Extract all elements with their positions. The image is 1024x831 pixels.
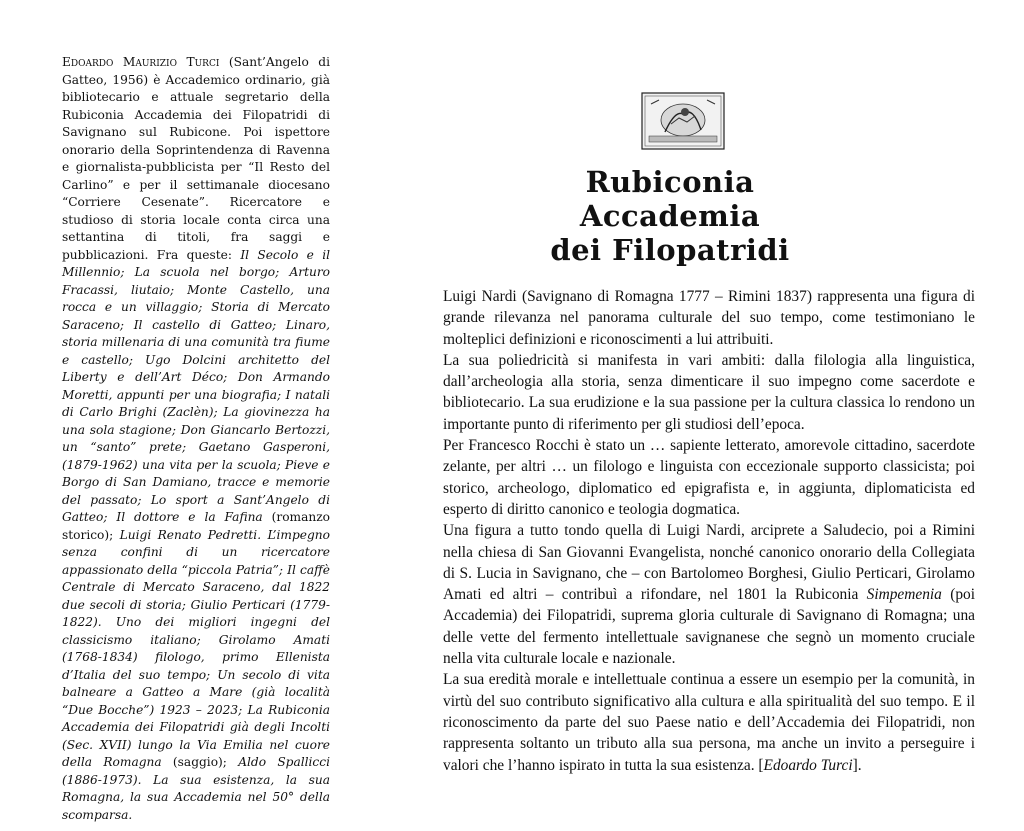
paragraph-text: La sua eredità morale e intellettuale continua a essere un esempio per la comunità, in virtù del suo contributo significativo alla cultura e alla spiritualità del suo tempo. E il riconoscimento da parte del suo Paese natio e dell’Accademia dei Filopatridi, non rappresenta soltanto un tributo alla sua persona, ma anche un invito a perseguire i valori che l’hanno ispirato in tutta la sua esistenza. [ [443, 671, 975, 774]
academy-emblem-icon [641, 92, 725, 150]
article-paragraph-5 [443, 669, 975, 775]
italic-term: Simpemenia [866, 586, 942, 604]
author-bio-paragraph [62, 54, 330, 824]
paragraph-text: (poi Accademia) dei Filopatridi, suprema gloria culturale di Savignano di Romagna; una delle vette del fermento intellettuale savignanese che segnò un momento cruciale nella vita culturale locale e nazionale. [443, 586, 975, 668]
article-paragraph-1: Luigi Nardi (Savignano di Romagna 1777 – Rimini 1837) rappresenta una figura di grande rilevanza nel panorama culturale del suo tempo, come testimoniano le molteplici definizioni e riconoscimenti a lui attribuiti. [443, 288, 975, 348]
article-paragraph-2: La sua poliedricità si manifesta in vari ambiti: dalla filologia alla linguistica, dall’archeologia alla storia, senza dimenticare il suo impegno come sacerdote e bibliotecario. La sua erudizione e la sua passione per la cultura classica lo rendono un importante punto di riferimento per gli studiosi dell’epoca. [443, 351, 975, 433]
main-article [443, 286, 975, 776]
academy-title [500, 165, 840, 267]
publication-note: (romanzo storico); [62, 510, 330, 542]
author-name: Edoardo Maurizio Turci [62, 55, 220, 69]
academy-title-line2: dei Filopatridi [550, 233, 790, 267]
publication-titles: Luigi Renato Pedretti. L’impegno senza confini di un ricercatore appassionato della “piccola Patria”; Il caffè Centrale di Mercato Saraceno, dal 1822 due secoli di storia; Giulio Perticari (1779-1822). Uno dei migliori ingegni del classicismo italiano; Girolamo Amati (1768-1834) filologo, primo Ellenista d’Italia del suo tempo; Un secolo di vita balneare a Gatteo a Mare (già località “Due Bocche”) 1923 – 2023; La Rubiconia Accademia dei Filopatridi già degli Incolti (Sec. XVII) lungo la Via Emilia nel cuore della Romagna [62, 527, 330, 769]
publication-titles: Il Secolo e il Millennio; La scuola nel borgo; Arturo Fracassi, liutaio; Monte Castello, una rocca e un villaggio; Storia di Mercato Saraceno; Il castello di Gatteo; Linaro, storia millenaria di una comunità tra fiume e castello; Ugo Dolcini architetto del Liberty e dell’Art Déco; Don Armando Moretti, appunti per una biografia; I natali di Carlo Brighi (Zaclèn); La giovinezza ha una sola stagione; Don Giancarlo Bertozzi, un “santo” prete; Gaetano Gasperoni, (1879-1962) una vita per la scuola; Pieve e Borgo di San Damiano, tracce e memorie del passato; Lo sport a Sant’Angelo di Gatteo; Il dottore e la Fafina [62, 247, 330, 524]
paragraph-text: Una figura a tutto tondo quella di Luigi Nardi, arciprete a Saludecio, poi a Rimini nella chiesa di San Giovanni Evangelista, nonché canonico onorario della Collegiata di S. Lucia in Savignano, che – con Bartolomeo Borghesi, Giulio Perticari, Girolamo Amati ed altri – contribuì a rifondare, nel 1801 la Rubiconia [443, 522, 975, 604]
bio-text: (Sant’Angelo di Gatteo, 1956) è Accademico ordinario, già bibliotecario e attuale segretario della Rubiconia Accademia dei Filopatridi di Savignano sul Rubicone. Poi ispettore onorario della Soprintendenza di Ravenna e giornalista-pubblicista per “Il Resto del Carlino” e per il settimanale diocesano “Corriere Cesenate”. Ricercatore e studioso di storia locale conta circa una settantina di titoli, fra saggi e pubblicazioni. Fra queste: [62, 55, 330, 262]
author-signature: Edoardo Turci [763, 756, 853, 774]
academy-title-line1: Rubiconia Accademia [579, 165, 761, 233]
author-bio [62, 54, 330, 824]
publication-titles: Aldo Spallicci (1886-1973). La sua esistenza, la sua Romagna, la sua Accademia nel 50° della scomparsa. [62, 755, 330, 822]
article-paragraph-3: Per Francesco Rocchi è stato un … sapiente letterato, amorevole cittadino, sacerdote zelante, per altri … un filologo e linguista con eccezionale supporto classicista; poi storico, archeologo, diplomatico ed epigrafista e, in aggiunta, diplomaticista ed esperto di diritto canonico e teologia dogmatica. [443, 437, 975, 518]
publication-note: (saggio); [161, 755, 239, 769]
article-paragraph-4 [443, 520, 975, 669]
paragraph-text: ]. [852, 756, 862, 774]
